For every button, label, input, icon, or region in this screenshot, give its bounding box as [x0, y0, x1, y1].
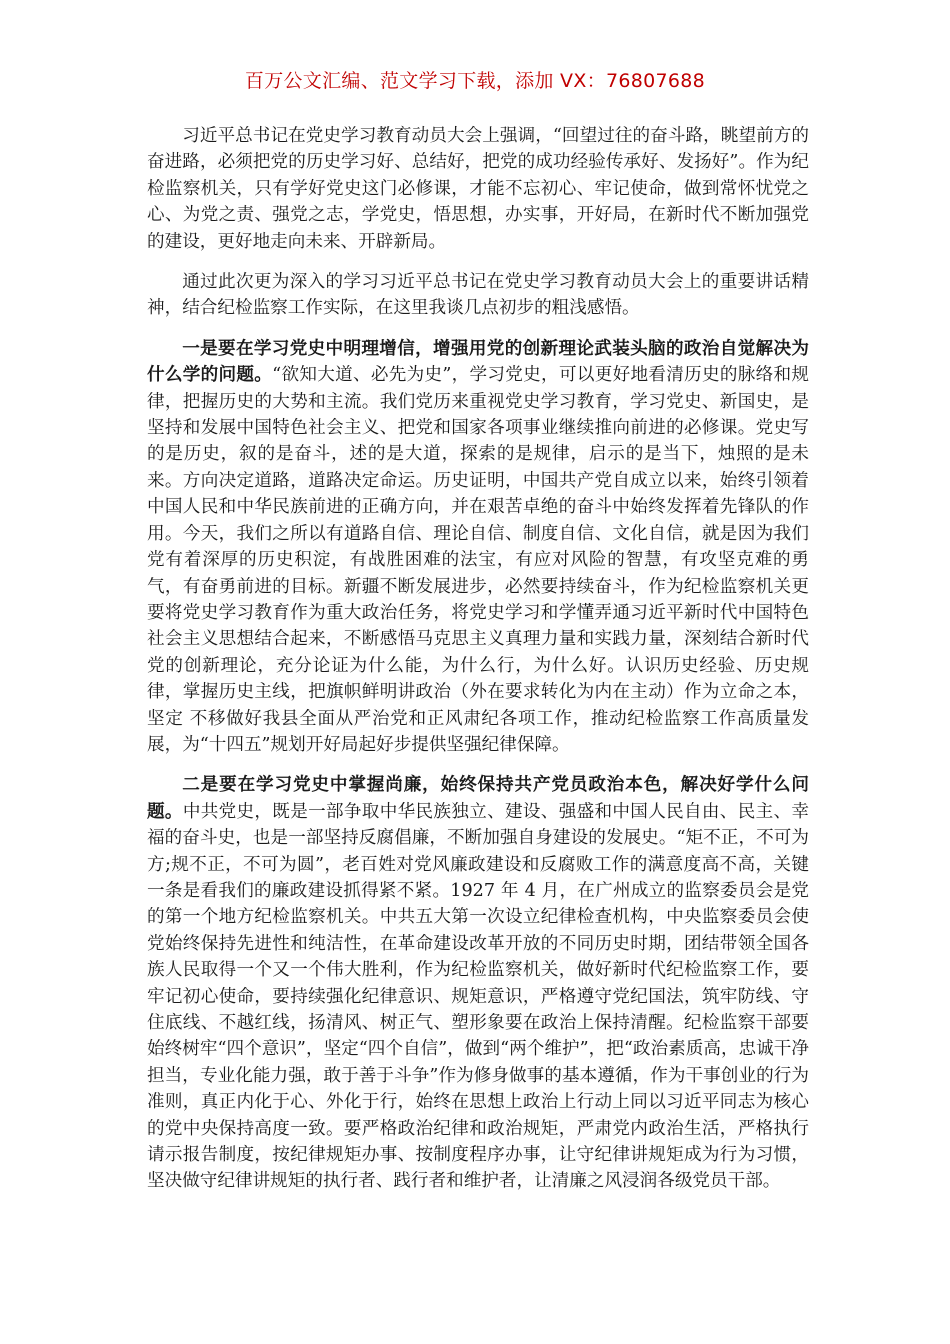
point-one-text: “欲知大道、必先为史”，学习党史，可以更好地看清历史的脉络和规律，把握历史的大势和主流。我们党历来重视党史学习教育，学习党史、新国史，是坚持和发展中国特色社会主义、把党和国家各项事业继续推向前进的必修课。党史写的是历史，叙的是奋斗，述的是大道，探索的是规律，启示的是当下，烛照的是未来。方向决定道路，道路决定命运。历史证明，中国共产党自成立以来，始终引领着中国人民和中华民族前进的正确方向，并在艰苦卓绝的奋斗中始终发挥着先锋队的作用。今天，我们之所以有道路自信、理论自信、制度自信、文化自信，就是因为我们党有着深厚的历史积淀，有战胜困难的法宝，有应对风险的智慧，有攻坚克难的勇气，有奋勇前进的目标。新疆不断发展进步，必然要持续奋斗，作为纪检监察机关更要将党史学习教育作为重大政治任务，将党史学习和学懂弄通习近平新时代中国特色社会主义思想结合起来，不断感悟马克思主义真理力量和实践力量，深刻结合新时代党的创新理论，充分论证为什么能，为什么行，为什么好。认识历史经验、历史规律，掌握历史主线，把旗帜鲜明讲政治（外在要求转化为内在主动）作为立命之本，坚定 不移做好我县全面从严治党和正风肃纪各项工作，推动纪检监察工作高质量发展，为“十四五”规划开好局起好步提供坚强纪律保障。 [147, 365, 809, 755]
paragraph-intro-text: 习近平总书记在党史学习教育动员大会上强调，“回望过往的奋斗路，眺望前方的奋进路，必须把党的历史学习好、总结好，把党的成功经验传承好、发扬好”。作为纪检监察机关，只有学好党史这门必修课，才能不忘初心、牢记使命，做到常怀忧党之心、为党之责、强党之志，学党史，悟思想，办实事，开好局，在新时代不断加强党的建设，更好地走向未来、开辟新局。 [147, 126, 809, 252]
point-one-heading: 一是要在学习党史中明理增信，增强用党的创新理论武装头脑的政治自觉解决为什么学的问题。 [147, 337, 809, 386]
point-two-heading: 二是要在学习党史中掌握尚廉，始终保持共产党员政治本色，解决好学什么问题。 [147, 774, 809, 822]
paragraph-transition-text: 通过此次更为深入的学习习近平总书记在党史学习教育动员大会上的重要讲话精神，结合纪检监察工作实际，在这里我谈几点初步的粗浅感悟。 [147, 272, 809, 319]
paragraph-transition [147, 269, 809, 322]
paragraph-point-one [147, 336, 809, 759]
promo-header: 百万公文汇编、范文学习下载，添加 VX：76807688 [244, 70, 706, 92]
paragraph-point-two [147, 772, 809, 1195]
point-two-text: 中共党史，既是一部争取中华民族独立、建设、强盛和中国人民自由、民主、幸福的奋斗史，也是一部坚持反腐倡廉，不断加强自身建设的发展史。“矩不正，不可为方;规不正，不可为圆”，老百姓对党风廉政建设和反腐败工作的满意度高不高，关键一条是看我们的廉政建设抓得紧不紧。1927 年 4 月，在广州成立的监察委员会是党的第一个地方纪检监察机关。中共五大第一次设立纪律检查机构，中央监察委员会使党始终保持先进性和纯洁性，在革命建设改革开放的不同历史时期，团结带领全国各族人民取得一个又一个伟大胜利，作为纪检监察机关，做好新时代纪检监察工作，要牢记初心使命，要持续强化纪律意识、规矩意识，严格遵守党纪国法，筑牢防线、守住底线、不越红线，扬清风、树正气、塑形象要在政治上保持清醒。纪检监察干部要始终树牢“四个意识”，坚定“四个自信”，做到“两个维护”，把“政治素质高，忠诚干净担当，专业化能力强，敢于善于斗争”作为修身做事的基本遵循，作为干事创业的行为准则，真正内化于心、外化于行，始终在思想上政治上行动上同以习近平同志为核心的党中央保持高度一致。要严格政治纪律和政治规矩，严肃党内政治生活，严格执行请示报告制度，按纪律规矩办事、按制度程序办事，让守纪律讲规矩成为行为习惯，坚决做守纪律讲规矩的执行者、践行者和维护者，让清廉之风浸润各级党员干部。 [147, 801, 809, 1192]
document-body [147, 123, 809, 1209]
paragraph-intro [147, 123, 809, 255]
